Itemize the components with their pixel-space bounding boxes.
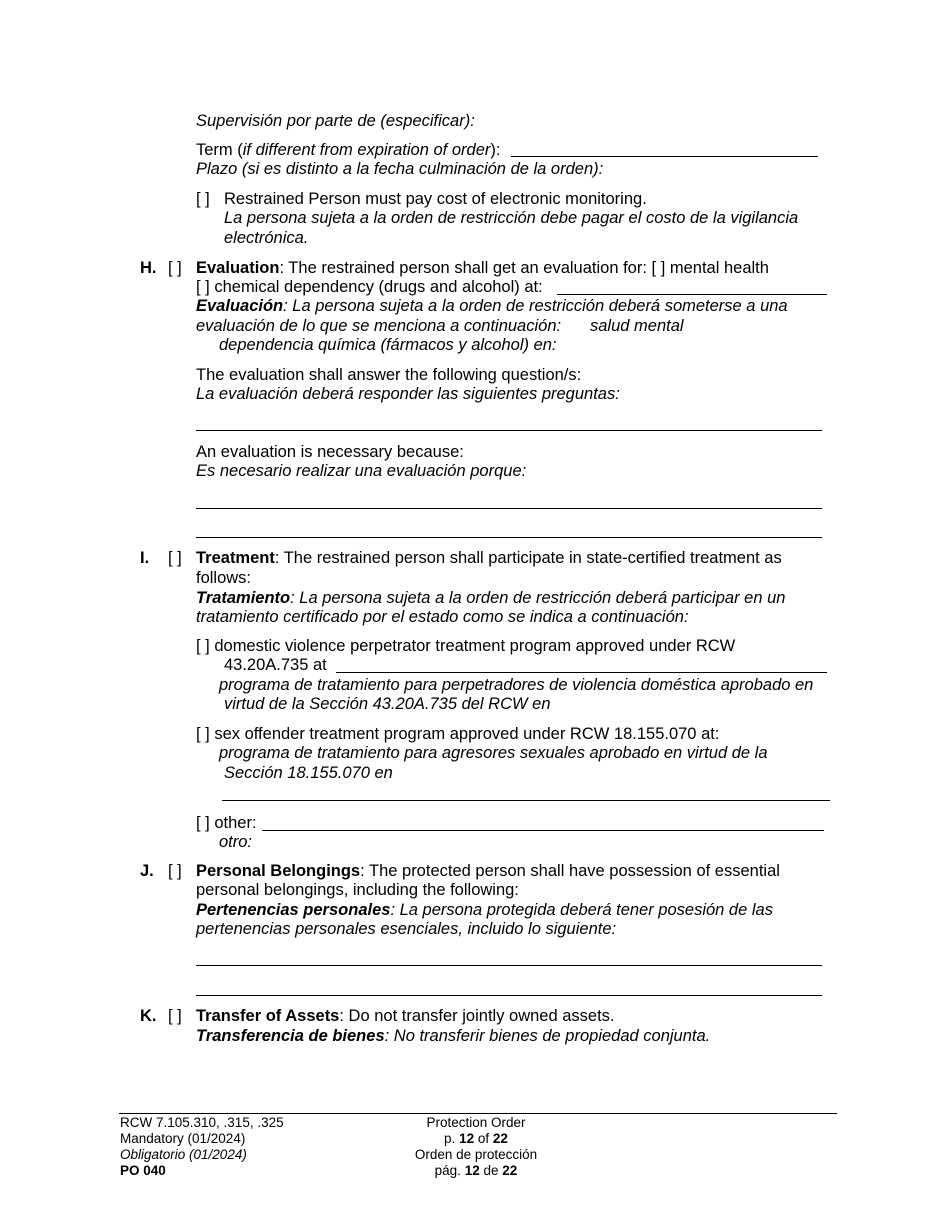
question-label-es: La evaluación deberá responder las siguientes preguntas:: [196, 385, 620, 403]
sex-offender-es-1: programa de tratamiento para agresores sexuales aprobado en virtud de la: [219, 744, 768, 762]
other-treatment-label-es: otro:: [219, 833, 253, 851]
other-treatment-field-line[interactable]: [262, 830, 824, 831]
section-k-es-1: Transferencia de bienes: No transferir bienes de propiedad conjunta.: [196, 1027, 711, 1045]
section-h-es-2: evaluación de lo que se menciona a continuación:: [196, 317, 562, 335]
term-label-es: Plazo (si es distinto a la fecha culminación de la orden):: [196, 160, 604, 178]
dv-program-field-line[interactable]: [336, 672, 827, 673]
section-h-checkbox[interactable]: [ ]: [168, 259, 182, 277]
footer-page-es: pág. 12 de 22: [434, 1163, 518, 1178]
section-h-es-3: dependencia química (fármacos y alcohol) en:: [219, 336, 557, 354]
evaluation-at-field-line[interactable]: [557, 294, 827, 295]
section-i-line-1: Treatment: The restrained person shall participate in state-certified treatment as: [196, 549, 782, 567]
section-j-es-1: Pertenencias personales: La persona protegida deberá tener posesión de las: [196, 901, 773, 919]
sex-offender-field-line[interactable]: [222, 800, 830, 801]
belongings-field-line-1[interactable]: [196, 965, 822, 966]
monitor-text-es-1: La persona sujeta a la orden de restricción debe pagar el costo de la vigilancia: [224, 209, 799, 227]
dv-program-line-1[interactable]: [ ] domestic violence perpetrator treatment program approved under RCW: [196, 637, 736, 655]
section-j-line-1: Personal Belongings: The protected person shall have possession of essential: [196, 862, 780, 880]
section-k-line-1: Transfer of Assets: Do not transfer jointly owned assets.: [196, 1007, 615, 1025]
footer-title-es: Orden de protección: [414, 1147, 538, 1162]
section-i-letter: I.: [140, 549, 150, 567]
section-i-checkbox[interactable]: [ ]: [168, 549, 182, 567]
monitor-text: Restrained Person must pay cost of electronic monitoring.: [224, 190, 647, 208]
sex-offender-es-2: Sección 18.155.070 en: [224, 764, 393, 782]
supervision-label-es: Supervisión por parte de (especificar):: [196, 112, 475, 130]
necessary-field-line-1[interactable]: [196, 508, 822, 509]
question-label: The evaluation shall answer the following question/s:: [196, 366, 582, 384]
section-j-letter: J.: [140, 862, 154, 880]
term-label: Term (if different from expiration of order):: [196, 141, 501, 159]
footer-mandatory-es: Obligatorio (01/2024): [120, 1147, 247, 1162]
footer-title: Protection Order: [426, 1115, 526, 1130]
section-k-checkbox[interactable]: [ ]: [168, 1007, 182, 1025]
monitor-text-es-2: electrónica.: [224, 229, 309, 247]
other-treatment-label[interactable]: [ ] other:: [196, 814, 257, 832]
section-j-es-2: pertenencias personales esenciales, incluido lo siguiente:: [196, 920, 617, 938]
section-h-es-2b: salud mental: [590, 317, 684, 335]
dv-program-es-1: programa de tratamiento para perpetradores de violencia doméstica aprobado en: [219, 676, 814, 694]
section-h-line-1: Evaluation: The restrained person shall get an evaluation for: [ ] mental health: [196, 259, 769, 277]
section-j-line-2: personal belongings, including the following:: [196, 881, 519, 899]
footer-divider: [119, 1113, 837, 1114]
section-h-es-1: Evaluación: La persona sujeta a la orden de restricción deberá someterse a una: [196, 297, 788, 315]
section-j-checkbox[interactable]: [ ]: [168, 862, 182, 880]
belongings-field-line-2[interactable]: [196, 995, 822, 996]
necessary-label-es: Es necesario realizar una evaluación porque:: [196, 462, 527, 480]
footer-form-id: PO 040: [120, 1163, 166, 1178]
dv-program-line-2: 43.20A.735 at: [224, 656, 327, 674]
section-i-es-2: tratamiento certificado por el estado como se indica a continuación:: [196, 608, 689, 626]
term-field-line[interactable]: [511, 156, 818, 157]
footer-page: p. 12 of 22: [444, 1131, 508, 1146]
monitor-checkbox[interactable]: [ ]: [196, 190, 210, 208]
section-i-es-1: Tratamiento: La persona sujeta a la orden de restricción deberá participar en un: [196, 589, 786, 607]
section-h-letter: H.: [140, 259, 157, 277]
section-k-letter: K.: [140, 1007, 157, 1025]
necessary-label: An evaluation is necessary because:: [196, 443, 464, 461]
footer-mandatory: Mandatory (01/2024): [120, 1131, 246, 1146]
dv-program-es-2: virtud de la Sección 43.20A.735 del RCW en: [224, 695, 551, 713]
section-h-line-2: [ ] chemical dependency (drugs and alcohol) at:: [196, 278, 543, 296]
sex-offender-line-1[interactable]: [ ] sex offender treatment program approved under RCW 18.155.070 at:: [196, 725, 720, 743]
necessary-field-line-2[interactable]: [196, 537, 822, 538]
footer-rcw: RCW 7.105.310, .315, .325: [120, 1115, 284, 1130]
section-i-line-2: follows:: [196, 569, 252, 587]
question-field-line[interactable]: [196, 430, 822, 431]
